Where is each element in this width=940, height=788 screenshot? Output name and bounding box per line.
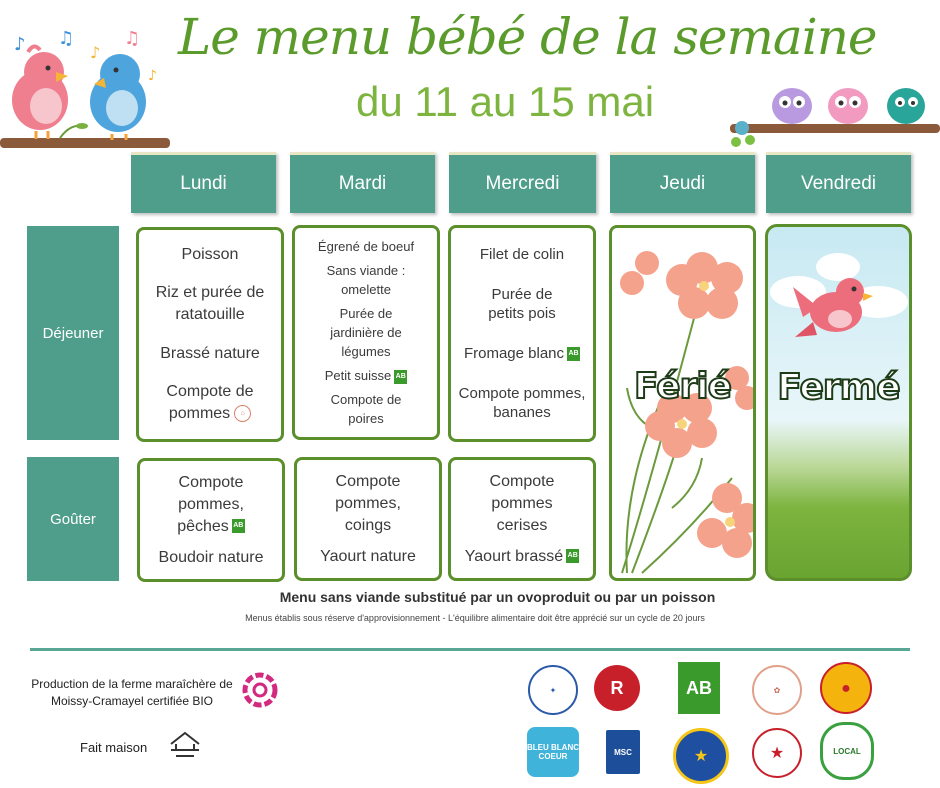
row-header-gouter: Goûter — [27, 457, 119, 581]
singing-birds-illustration — [0, 28, 175, 158]
menu-item: Purée de petits pois — [488, 285, 556, 322]
ferie-label: Férié — [633, 366, 732, 407]
igp-logo-icon: ★ — [673, 728, 729, 784]
menu-item: Compote de poires — [330, 392, 402, 427]
menu-item: Filet de colin — [479, 245, 565, 263]
day-header-jeudi: Jeudi — [610, 152, 755, 213]
label-rouge-logo-icon: R — [594, 665, 640, 711]
cell-gouter-mardi — [294, 457, 442, 581]
menu-item: Boudoir nature — [158, 548, 264, 566]
day-header-mardi: Mardi — [290, 152, 435, 213]
ferme-bio-icon — [240, 670, 280, 710]
cell-gouter-lundi — [137, 458, 285, 582]
legend-fait-maison-text: Fait maison — [80, 740, 148, 755]
fait-maison-icon — [168, 730, 202, 758]
legend-production-text: Production de la ferme maraîchère de Moissy-Cramayel certifiée BIO — [31, 677, 233, 708]
label-regional-logo-icon: ✿ — [752, 665, 802, 715]
menu-item: Compote pommes, bananes — [458, 385, 586, 422]
cell-dejeuner-lundi — [136, 227, 284, 442]
produit-idf-logo-icon: ★ — [752, 728, 802, 778]
menu-item: Riz et purée de ratatouille — [155, 284, 265, 324]
menu-item: Égrené de boeuf — [317, 238, 415, 254]
cell-jeudi-ferie — [609, 225, 756, 581]
owls-branch-illustration — [720, 82, 940, 162]
ab-bio-icon: AB — [394, 370, 407, 384]
ab-bio-icon: AB — [232, 519, 245, 533]
menu-item: Purée de jardinière de légumes — [330, 305, 402, 359]
row-header-dejeuner: Déjeuner — [27, 226, 119, 440]
menu-item: Sans viande : omelette — [326, 262, 406, 297]
menu-item: Compote pommes cerises — [489, 472, 555, 534]
svg-text:♪: ♪ — [148, 68, 157, 84]
menu-item-with-badge — [156, 472, 266, 538]
ab-bio-icon: AB — [567, 347, 580, 361]
ab-logo-icon: AB — [678, 662, 720, 714]
cell-dejeuner-mardi — [292, 225, 440, 440]
msc-logo-icon: MSC — [606, 730, 640, 774]
aop-logo-icon: ● — [820, 662, 872, 714]
viande-france-logo-icon: ✦ — [528, 665, 578, 715]
cell-vendredi-ferme — [765, 224, 912, 581]
svg-text:♪: ♪ — [90, 43, 101, 62]
day-header-vendredi: Vendredi — [766, 152, 911, 213]
day-header-lundi: Lundi — [131, 152, 276, 213]
menu-item: Compote pommes, coings — [335, 472, 401, 534]
day-header-mercredi: Mercredi — [449, 152, 596, 213]
menu-item: Brassé nature — [160, 344, 260, 362]
cell-gouter-mercredi — [448, 457, 596, 581]
svg-text:♪: ♪ — [14, 34, 26, 55]
page-title: Le menu bébé de la semaine — [178, 8, 877, 66]
svg-text:♫: ♫ — [124, 28, 141, 49]
divider — [30, 648, 910, 651]
bleu-blanc-coeur-logo-icon: BLEU BLANC COEUR — [527, 727, 579, 777]
menu-item-label: Fromage blanc — [463, 345, 565, 363]
note-approvisionnement: Menus établis sous réserve d'approvisionnement - L'équilibre alimentaire doit être apprécié sur un cycle de 20 jours — [245, 613, 705, 623]
ferme-label: Fermé — [777, 367, 900, 408]
note-sans-viande: Menu sans viande substitué par un ovoproduit ou par un poisson — [279, 589, 716, 605]
menu-item-with-badge — [148, 381, 273, 425]
local-logo-icon: LOCAL — [820, 722, 874, 780]
menu-item: Poisson — [181, 246, 239, 264]
fait-maison-icon: ⌂ — [234, 405, 251, 422]
cell-dejeuner-mercredi — [448, 225, 596, 442]
menu-item-label: Petit suisse — [324, 368, 392, 384]
menu-item: Yaourt nature — [320, 547, 416, 565]
menu-item-label: Yaourt brassé — [464, 547, 564, 565]
menu-item-label: Compote de pommes — [166, 382, 254, 422]
svg-text:♫: ♫ — [58, 28, 75, 49]
menu-item-with-badge — [465, 546, 579, 568]
page-subtitle: du 11 au 15 mai — [356, 78, 655, 125]
menu-item-with-badge — [464, 344, 580, 363]
menu-item-with-badge — [325, 366, 407, 385]
menu-item-label: Compote pommes, pêches — [177, 473, 244, 535]
ab-bio-icon: AB — [566, 549, 579, 563]
